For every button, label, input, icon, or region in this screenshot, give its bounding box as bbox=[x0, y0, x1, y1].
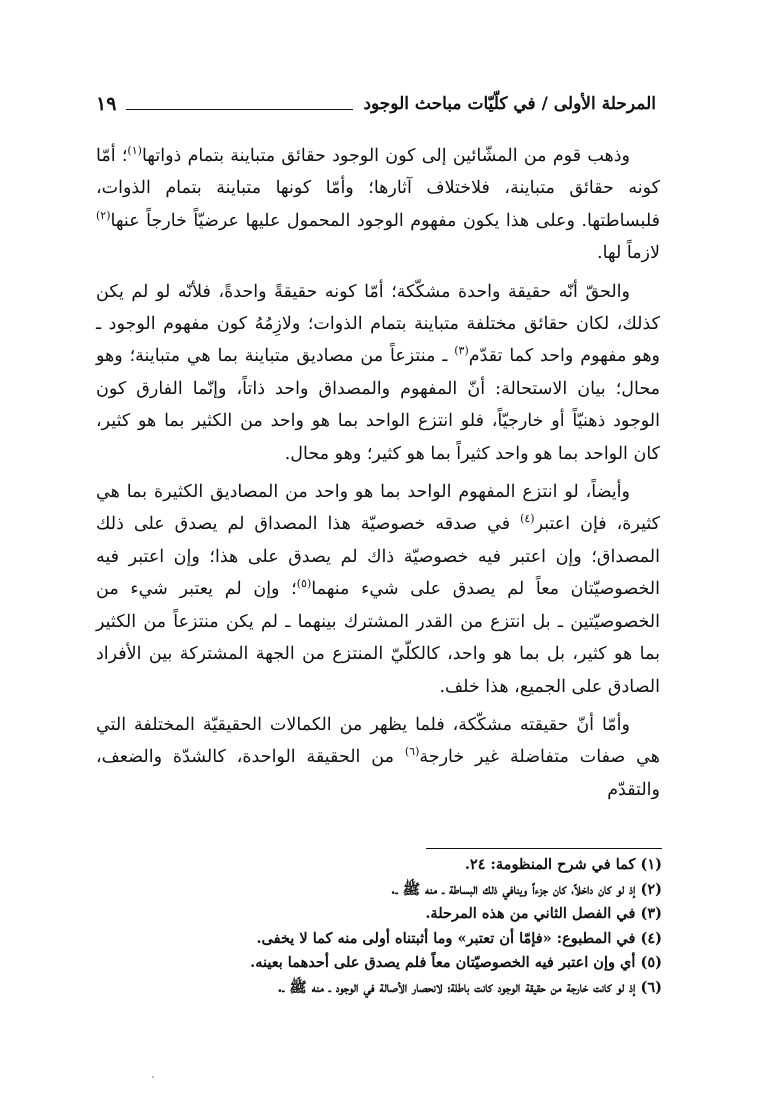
footnote-ref: (٦) bbox=[404, 745, 420, 759]
footnote-divider bbox=[426, 848, 662, 849]
footnote-ref: (٥) bbox=[296, 577, 312, 591]
main-text bbox=[96, 140, 660, 812]
running-header bbox=[96, 84, 656, 124]
scan-speck bbox=[152, 1076, 154, 1078]
footnote-4: (٤) في المطبوع: «فإمّا أن تعتبر» وما أثبتناه أولى منه كما لا يخفى. bbox=[256, 929, 662, 947]
footnote-5: (٥) أي وإن اعتبر فيه الخصوصيّتان معاً فلم يصدق على أحدهما بعينه. bbox=[250, 954, 662, 971]
footnote-2: (٢) إذ لو كان داخلاً، كان جزءاً وينافي ذلك البساطة ـ منه ﷺ ـ. bbox=[390, 880, 662, 898]
paragraph-3: وأيضاً، لو انتزع المفهوم الواحد بما هو واحد من المصاديق الكثيرة بما هي كثيرة، فإن اعتبر$^{(٤)}$ في صدقه خصوصيّة هذا المصداق لم يصدق على ذلك المصداق؛ وإن اعتبر فيه خصوصيّة ذاك لم يصدق على هذا؛ وإن اعتبر فيه الخصوصيّتان معاً لم يصدق على شيء منهما$^{(٥)}$؛ وإن لم يعتبر شيء من الخصوصيّتين ـ بل انتزع من القدر المشترك بينهما ـ لم يكن منتزعاً من الكثير بما هو كثير، بل بما هو واحد، كالكلّيّ المنتزع من الجهة المشتركة بين الأفراد الصادق على الجميع، هذا خلف. bbox=[96, 482, 660, 697]
footnote-ref: (٢) bbox=[96, 208, 111, 222]
header-rule bbox=[126, 109, 353, 110]
footnote-ref: (٣) bbox=[454, 344, 469, 358]
footnote-1: (١) كما في شرح المنظومة: ٢٤. bbox=[464, 856, 662, 873]
footnote-6: (٦) إذ لو كانت خارجة من حقيقة الوجود كانت باطلة؛ لانحصار الأصالة في الوجود ـ منه ﷺ ـ. bbox=[277, 978, 662, 996]
paragraph-1: وذهب قوم من المشّائين إلى كون الوجود حقائق متباينة بتمام ذواتها$^{(١)}$؛ أمّا كونه حقائق متباينة، فلاختلاف آثارها؛ وأمّا كونها متباينة بتمام الذوات، فلبساطتها. وعلى هذا يكون مفهوم الوجود المحمول عليها عرضيّاً خارجاً عنها$^{(٢)}$ لازماً لها. bbox=[96, 144, 660, 264]
footnote-3: (٣) في الفصل الثاني من هذه المرحلة. bbox=[425, 905, 662, 922]
footnotes bbox=[110, 853, 662, 1000]
paragraph-2: والحقّ أنّه حقيقة واحدة مشكّكة؛ أمّا كونه حقيقةً واحدةً، فلأنّه لو لم يكن كذلك، لكان حقائق مختلفة متباينة بتمام الذوات؛ ولازِمُهُ كون مفهوم الوجود ـ وهو مفهوم واحد كما تقدّم$^{(٣)}$ ـ منتزعاً من مصاديق متباينة بما هي متباينة؛ وهو محال؛ بيان الاستحالة: أنّ المفهوم والمصداق واحد ذاتاً، وإنّما الفارق كون الوجود ذهنيّاً أو خارجيّاً، فلو انتزع الواحد بما هو واحد من الكثير بما هو كثير، كان الواحد بما هو واحد كثيراً بما هو كثير؛ وهو محال. bbox=[96, 281, 661, 464]
page-number: ١٩ bbox=[96, 93, 117, 115]
footnote-ref: (١) bbox=[127, 144, 142, 158]
paragraph-4: وأمّا أنّ حقيقته مشكّكة، فلما يظهر من الكمالات الحقيقيّة المختلفة التي هي صفات متفاضلة غير خارجة$^{(٦)}$ من الحقيقة الواحدة، كالشدّة والضعف، والتقدّم bbox=[96, 714, 660, 800]
header-title: المرحلة الأولى / في كلّيّات مباحث الوجود bbox=[363, 94, 656, 114]
footnote-ref: (٤) bbox=[520, 512, 535, 526]
